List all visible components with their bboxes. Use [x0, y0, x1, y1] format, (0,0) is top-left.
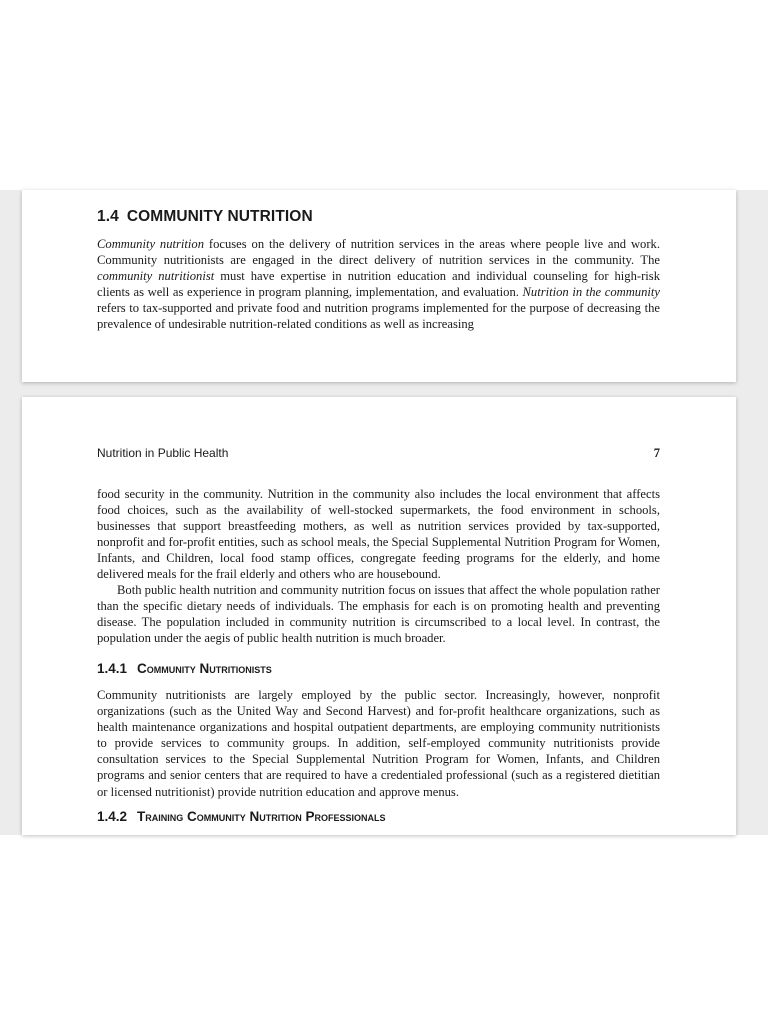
body-paragraph — [97, 236, 660, 333]
paragraph-text: refers to tax-supported and private food and nutrition programs implemented for the purpose of decreasing the prevalence of undesirable nutrition-related conditions as well as increasing — [97, 301, 660, 332]
subsection-title: Community Nutritionists — [137, 661, 272, 676]
section-heading — [97, 208, 313, 226]
section-number: 1.4 — [97, 208, 119, 225]
paragraph-text: must have expertise in nutrition education and individual counseling for high-risk clients as well as experience in program planning, implementation, and evaluation. — [97, 269, 660, 300]
subsection-heading — [97, 661, 272, 676]
page-number: 7 — [653, 446, 660, 460]
body-paragraph: food security in the community. Nutrition in the community also includes the local environment that affects food choices, such as the availability of well-stocked supermarkets, the food environment in schools, businesses that support breastfeeding mothers, as well as nutrition services provided by tax-supported, nonprofit and for-profit entities, such as school meals, the Special Supplemental Nutrition Program for Women, Infants, and Children, local food stamp offices, congregate feeding programs for the elderly, and home delivered meals for the frail elderly and others who are housebound. — [97, 487, 660, 582]
emphasis-term: Nutrition in the community — [522, 285, 660, 300]
emphasis-term: community nutritionist — [97, 269, 215, 284]
running-head-title: Nutrition in Public Health — [97, 446, 229, 460]
running-header — [97, 446, 660, 462]
paragraph-text: focuses on the delivery of nutrition services in the areas where people live and work. Community nutritionists are engaged in the direct delivery of nutrition services in the community. The — [97, 237, 660, 268]
document-page-bottom — [22, 397, 736, 835]
subsection-heading — [97, 809, 386, 824]
body-paragraph: Both public health nutrition and community nutrition focus on issues that affect the whole population rather than the specific dietary needs of individuals. The emphasis for each is on promoting health and preventing disease. The population included in community nutrition is circumscribed to a local level. In contrast, the population under the aegis of public health nutrition is much broader. — [97, 583, 660, 646]
subsection-title: Training Community Nutrition Professionals — [137, 809, 386, 824]
emphasis-term: Community nutrition — [97, 237, 205, 251]
body-paragraph: Community nutritionists are largely employed by the public sector. Increasingly, however, nonprofit organizations (such as the United Way and Second Harvest) and for-profit healthcare organizations, such as health maintenance organizations and hospital outpatient departments, are employing community nutritionists to provide services to community groups. In addition, self-employed community nutritionists provide consultation services to the Special Supplemental Nutrition Program for Women, Infants, and Children programs and senior centers that are required to have a credentialed professional (such as a registered dietitian or licensed nutritionist) provide nutrition education and approve menus. — [97, 688, 660, 799]
subsection-number: 1.4.1 — [97, 661, 128, 676]
section-title: COMMUNITY NUTRITION — [126, 208, 313, 225]
document-page-top — [22, 190, 736, 382]
subsection-number: 1.4.2 — [97, 809, 128, 824]
